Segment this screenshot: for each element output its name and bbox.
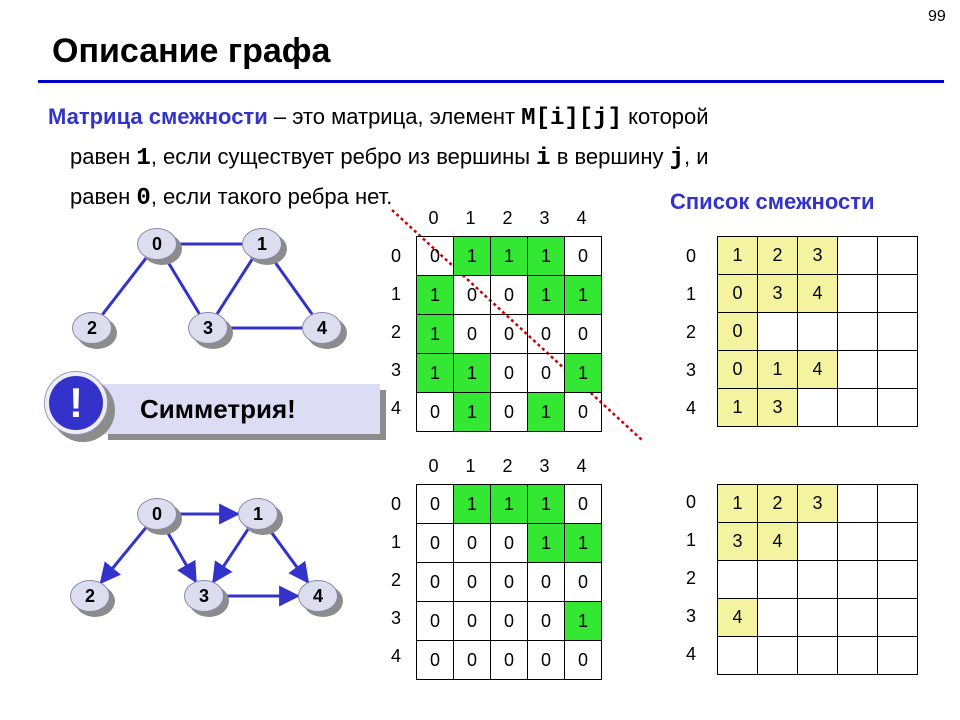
matrix-cell: 0 bbox=[491, 315, 528, 354]
list-cell: 4 bbox=[718, 599, 758, 637]
definition-code: M[i][j] bbox=[521, 105, 622, 132]
list-cell bbox=[878, 637, 918, 675]
matrix-column-header: 3 bbox=[539, 456, 550, 476]
list-cell bbox=[838, 599, 878, 637]
matrix-row bbox=[417, 524, 602, 563]
matrix-column-header: 0 bbox=[428, 456, 439, 476]
matrix-cell: 0 bbox=[491, 354, 528, 393]
list-cell bbox=[838, 389, 878, 427]
list-cell bbox=[838, 485, 878, 523]
matrix-cell: 0 bbox=[565, 641, 602, 680]
list-cell bbox=[718, 561, 758, 599]
matrix-cell: 0 bbox=[454, 563, 491, 602]
node-label: 2 bbox=[70, 580, 110, 612]
matrix-row-header: 2 bbox=[391, 570, 402, 590]
matrix-cell: 0 bbox=[528, 563, 565, 602]
list-row-header: 1 bbox=[686, 530, 697, 550]
matrix-column-header: 3 bbox=[539, 208, 550, 228]
matrix-row-header: 1 bbox=[391, 532, 402, 552]
list-cell bbox=[838, 237, 878, 275]
graph-node bbox=[298, 580, 344, 616]
graph-edge bbox=[166, 258, 200, 313]
graph-node bbox=[72, 312, 118, 348]
list-cell bbox=[798, 637, 838, 675]
matrix-cell: 0 bbox=[454, 641, 491, 680]
list-cell: 0 bbox=[718, 275, 758, 313]
list-row-header: 0 bbox=[686, 492, 697, 512]
list-cell bbox=[878, 389, 918, 427]
matrix-row bbox=[417, 354, 602, 393]
matrix-row-header: 0 bbox=[391, 494, 402, 514]
graph-edge bbox=[272, 258, 312, 314]
adjacency-list-directed bbox=[717, 484, 918, 675]
matrix-cell: 1 bbox=[454, 393, 491, 432]
matrix-row-header: 4 bbox=[391, 646, 402, 666]
matrix-row bbox=[417, 485, 602, 524]
matrix-cell: 1 bbox=[565, 524, 602, 563]
list-cell bbox=[718, 637, 758, 675]
definition-text-part: , и bbox=[684, 144, 709, 169]
list-row bbox=[718, 351, 918, 389]
list-row bbox=[718, 237, 918, 275]
list-cell: 3 bbox=[718, 523, 758, 561]
list-cell bbox=[878, 561, 918, 599]
list-cell bbox=[798, 313, 838, 351]
matrix-column-header: 1 bbox=[465, 456, 476, 476]
list-row bbox=[718, 389, 918, 427]
list-cell bbox=[878, 237, 918, 275]
matrix-cell: 1 bbox=[565, 602, 602, 641]
list-row-header: 3 bbox=[686, 360, 697, 380]
matrix-row-header: 1 bbox=[391, 284, 402, 304]
list-cell bbox=[878, 599, 918, 637]
matrix-row-header: 0 bbox=[391, 246, 402, 266]
matrix-cell: 1 bbox=[528, 524, 565, 563]
list-cell bbox=[798, 523, 838, 561]
graph-node bbox=[238, 498, 284, 534]
list-row bbox=[718, 275, 918, 313]
matrix-row-header: 3 bbox=[391, 360, 402, 380]
directed-edge bbox=[213, 528, 248, 582]
matrix-row-header: 2 bbox=[391, 322, 402, 342]
matrix-cell: 0 bbox=[528, 641, 565, 680]
definition-code: 0 bbox=[136, 185, 151, 212]
list-cell: 4 bbox=[798, 275, 838, 313]
list-cell bbox=[798, 389, 838, 427]
matrix-column-header: 1 bbox=[465, 208, 476, 228]
definition-text-part: в вершину bbox=[550, 144, 670, 169]
node-label: 0 bbox=[137, 228, 177, 260]
matrix-row-header: 4 bbox=[391, 398, 402, 418]
matrix-cell: 0 bbox=[565, 485, 602, 524]
list-cell bbox=[838, 523, 878, 561]
page-title: Описание графа bbox=[52, 32, 331, 70]
matrix-column-header: 0 bbox=[428, 208, 439, 228]
definition-text-part: , если существует ребро из вершины bbox=[150, 144, 537, 169]
matrix-cell: 0 bbox=[491, 563, 528, 602]
list-cell: 4 bbox=[798, 351, 838, 389]
list-cell: 1 bbox=[718, 485, 758, 523]
directed-edge bbox=[268, 528, 308, 582]
list-row bbox=[718, 637, 918, 675]
list-cell: 0 bbox=[718, 313, 758, 351]
matrix-column-header: 4 bbox=[576, 456, 587, 476]
list-cell bbox=[758, 599, 798, 637]
matrix-cell: 0 bbox=[491, 602, 528, 641]
list-row-header: 4 bbox=[686, 644, 697, 664]
list-cell bbox=[798, 599, 838, 637]
matrix-cell: 0 bbox=[454, 602, 491, 641]
graph-node bbox=[242, 228, 288, 264]
list-cell: 3 bbox=[798, 485, 838, 523]
matrix-cell: 0 bbox=[565, 563, 602, 602]
node-label: 3 bbox=[184, 580, 224, 612]
definition-text-part: , если такого ребра нет. bbox=[150, 184, 393, 209]
list-cell bbox=[878, 275, 918, 313]
matrix-cell: 0 bbox=[528, 354, 565, 393]
matrix-cell: 0 bbox=[454, 524, 491, 563]
matrix-column-header: 4 bbox=[576, 208, 587, 228]
matrix-cell: 1 bbox=[454, 354, 491, 393]
list-row-header: 0 bbox=[686, 246, 697, 266]
adjacency-list-undirected bbox=[717, 236, 918, 427]
definition-code: i bbox=[536, 145, 551, 172]
node-label: 1 bbox=[238, 498, 278, 530]
matrix-row bbox=[417, 237, 602, 276]
list-cell bbox=[838, 351, 878, 389]
list-row-header: 3 bbox=[686, 606, 697, 626]
list-cell bbox=[758, 637, 798, 675]
matrix-row bbox=[417, 641, 602, 680]
list-row bbox=[718, 523, 918, 561]
node-label: 4 bbox=[302, 312, 342, 344]
graph-node bbox=[184, 580, 230, 616]
adjacency-list-heading: Список смежности bbox=[670, 189, 875, 214]
adjacency-matrix-undirected bbox=[416, 236, 602, 432]
matrix-cell: 0 bbox=[565, 237, 602, 276]
matrix-column-header: 2 bbox=[502, 456, 513, 476]
matrix-cell: 1 bbox=[417, 354, 454, 393]
matrix-cell: 0 bbox=[417, 237, 454, 276]
matrix-cell: 0 bbox=[417, 393, 454, 432]
matrix-cell: 0 bbox=[565, 393, 602, 432]
matrix-cell: 0 bbox=[491, 393, 528, 432]
node-label: 4 bbox=[298, 580, 338, 612]
definition-code: j bbox=[669, 145, 685, 172]
definition-code: 1 bbox=[136, 145, 151, 172]
list-cell bbox=[798, 561, 838, 599]
matrix-cell: 0 bbox=[491, 641, 528, 680]
list-cell bbox=[838, 637, 878, 675]
matrix-row-header: 3 bbox=[391, 608, 402, 628]
exclamation-icon: ! bbox=[49, 376, 103, 430]
node-label: 3 bbox=[188, 312, 228, 344]
list-cell: 2 bbox=[758, 485, 798, 523]
list-cell: 3 bbox=[758, 275, 798, 313]
list-cell: 3 bbox=[758, 389, 798, 427]
matrix-cell: 1 bbox=[528, 276, 565, 315]
matrix-row bbox=[417, 602, 602, 641]
definition-text-part: равен bbox=[70, 184, 137, 209]
node-label: 2 bbox=[72, 312, 112, 344]
definition-text-part: – это матрица, элемент bbox=[267, 104, 522, 129]
list-row bbox=[718, 313, 918, 351]
node-label: 0 bbox=[137, 498, 177, 530]
directed-edge bbox=[101, 527, 146, 582]
definition-text-part: равен bbox=[70, 144, 137, 169]
matrix-cell: 0 bbox=[491, 524, 528, 563]
matrix-row bbox=[417, 315, 602, 354]
list-cell: 2 bbox=[758, 237, 798, 275]
matrix-cell: 1 bbox=[417, 315, 454, 354]
list-row-header: 1 bbox=[686, 284, 697, 304]
list-cell: 1 bbox=[758, 351, 798, 389]
matrix-cell: 0 bbox=[417, 524, 454, 563]
matrix-column-header: 2 bbox=[502, 208, 513, 228]
list-row-header: 4 bbox=[686, 398, 697, 418]
matrix-cell: 0 bbox=[491, 276, 528, 315]
matrix-cell: 0 bbox=[454, 315, 491, 354]
list-cell bbox=[838, 275, 878, 313]
page-number: 99 bbox=[928, 8, 946, 25]
list-row bbox=[718, 599, 918, 637]
matrix-cell: 0 bbox=[417, 641, 454, 680]
list-cell bbox=[838, 313, 878, 351]
matrix-cell: 1 bbox=[491, 237, 528, 276]
list-cell bbox=[758, 561, 798, 599]
node-label: 1 bbox=[242, 228, 282, 260]
definition-term: Матрица смежности bbox=[48, 104, 268, 129]
symmetry-label: Симметрия! bbox=[140, 394, 296, 424]
matrix-cell: 1 bbox=[528, 393, 565, 432]
matrix-cell: 0 bbox=[417, 563, 454, 602]
graph-node bbox=[137, 498, 183, 534]
list-row-header: 2 bbox=[686, 568, 697, 588]
matrix-cell: 1 bbox=[417, 276, 454, 315]
matrix-row bbox=[417, 276, 602, 315]
list-cell bbox=[878, 523, 918, 561]
graph-node bbox=[137, 228, 183, 264]
definition-text-part: которой bbox=[622, 104, 709, 129]
matrix-row bbox=[417, 563, 602, 602]
list-cell: 0 bbox=[718, 351, 758, 389]
graph-edge bbox=[217, 258, 253, 314]
list-cell: 1 bbox=[718, 237, 758, 275]
matrix-cell: 1 bbox=[565, 276, 602, 315]
matrix-cell: 1 bbox=[491, 485, 528, 524]
graph-node bbox=[188, 312, 234, 348]
matrix-cell: 1 bbox=[454, 485, 491, 524]
matrix-cell: 0 bbox=[528, 315, 565, 354]
list-cell bbox=[878, 313, 918, 351]
matrix-cell: 1 bbox=[528, 485, 565, 524]
graph-edge bbox=[103, 258, 147, 315]
graph-node bbox=[302, 312, 348, 348]
matrix-cell: 0 bbox=[565, 315, 602, 354]
list-row bbox=[718, 561, 918, 599]
list-cell bbox=[838, 561, 878, 599]
list-cell bbox=[878, 485, 918, 523]
matrix-cell: 0 bbox=[417, 485, 454, 524]
directed-edge bbox=[165, 529, 195, 582]
list-cell: 4 bbox=[758, 523, 798, 561]
list-row-header: 2 bbox=[686, 322, 697, 342]
matrix-row bbox=[417, 393, 602, 432]
adjacency-matrix-directed bbox=[416, 484, 602, 680]
matrix-cell: 0 bbox=[454, 276, 491, 315]
matrix-cell: 1 bbox=[454, 237, 491, 276]
list-cell bbox=[758, 313, 798, 351]
list-cell: 1 bbox=[718, 389, 758, 427]
matrix-cell: 0 bbox=[417, 602, 454, 641]
matrix-cell: 1 bbox=[565, 354, 602, 393]
list-row bbox=[718, 485, 918, 523]
graph-node bbox=[70, 580, 116, 616]
matrix-cell: 1 bbox=[528, 237, 565, 276]
list-cell: 3 bbox=[798, 237, 838, 275]
list-cell bbox=[878, 351, 918, 389]
matrix-cell: 0 bbox=[528, 602, 565, 641]
